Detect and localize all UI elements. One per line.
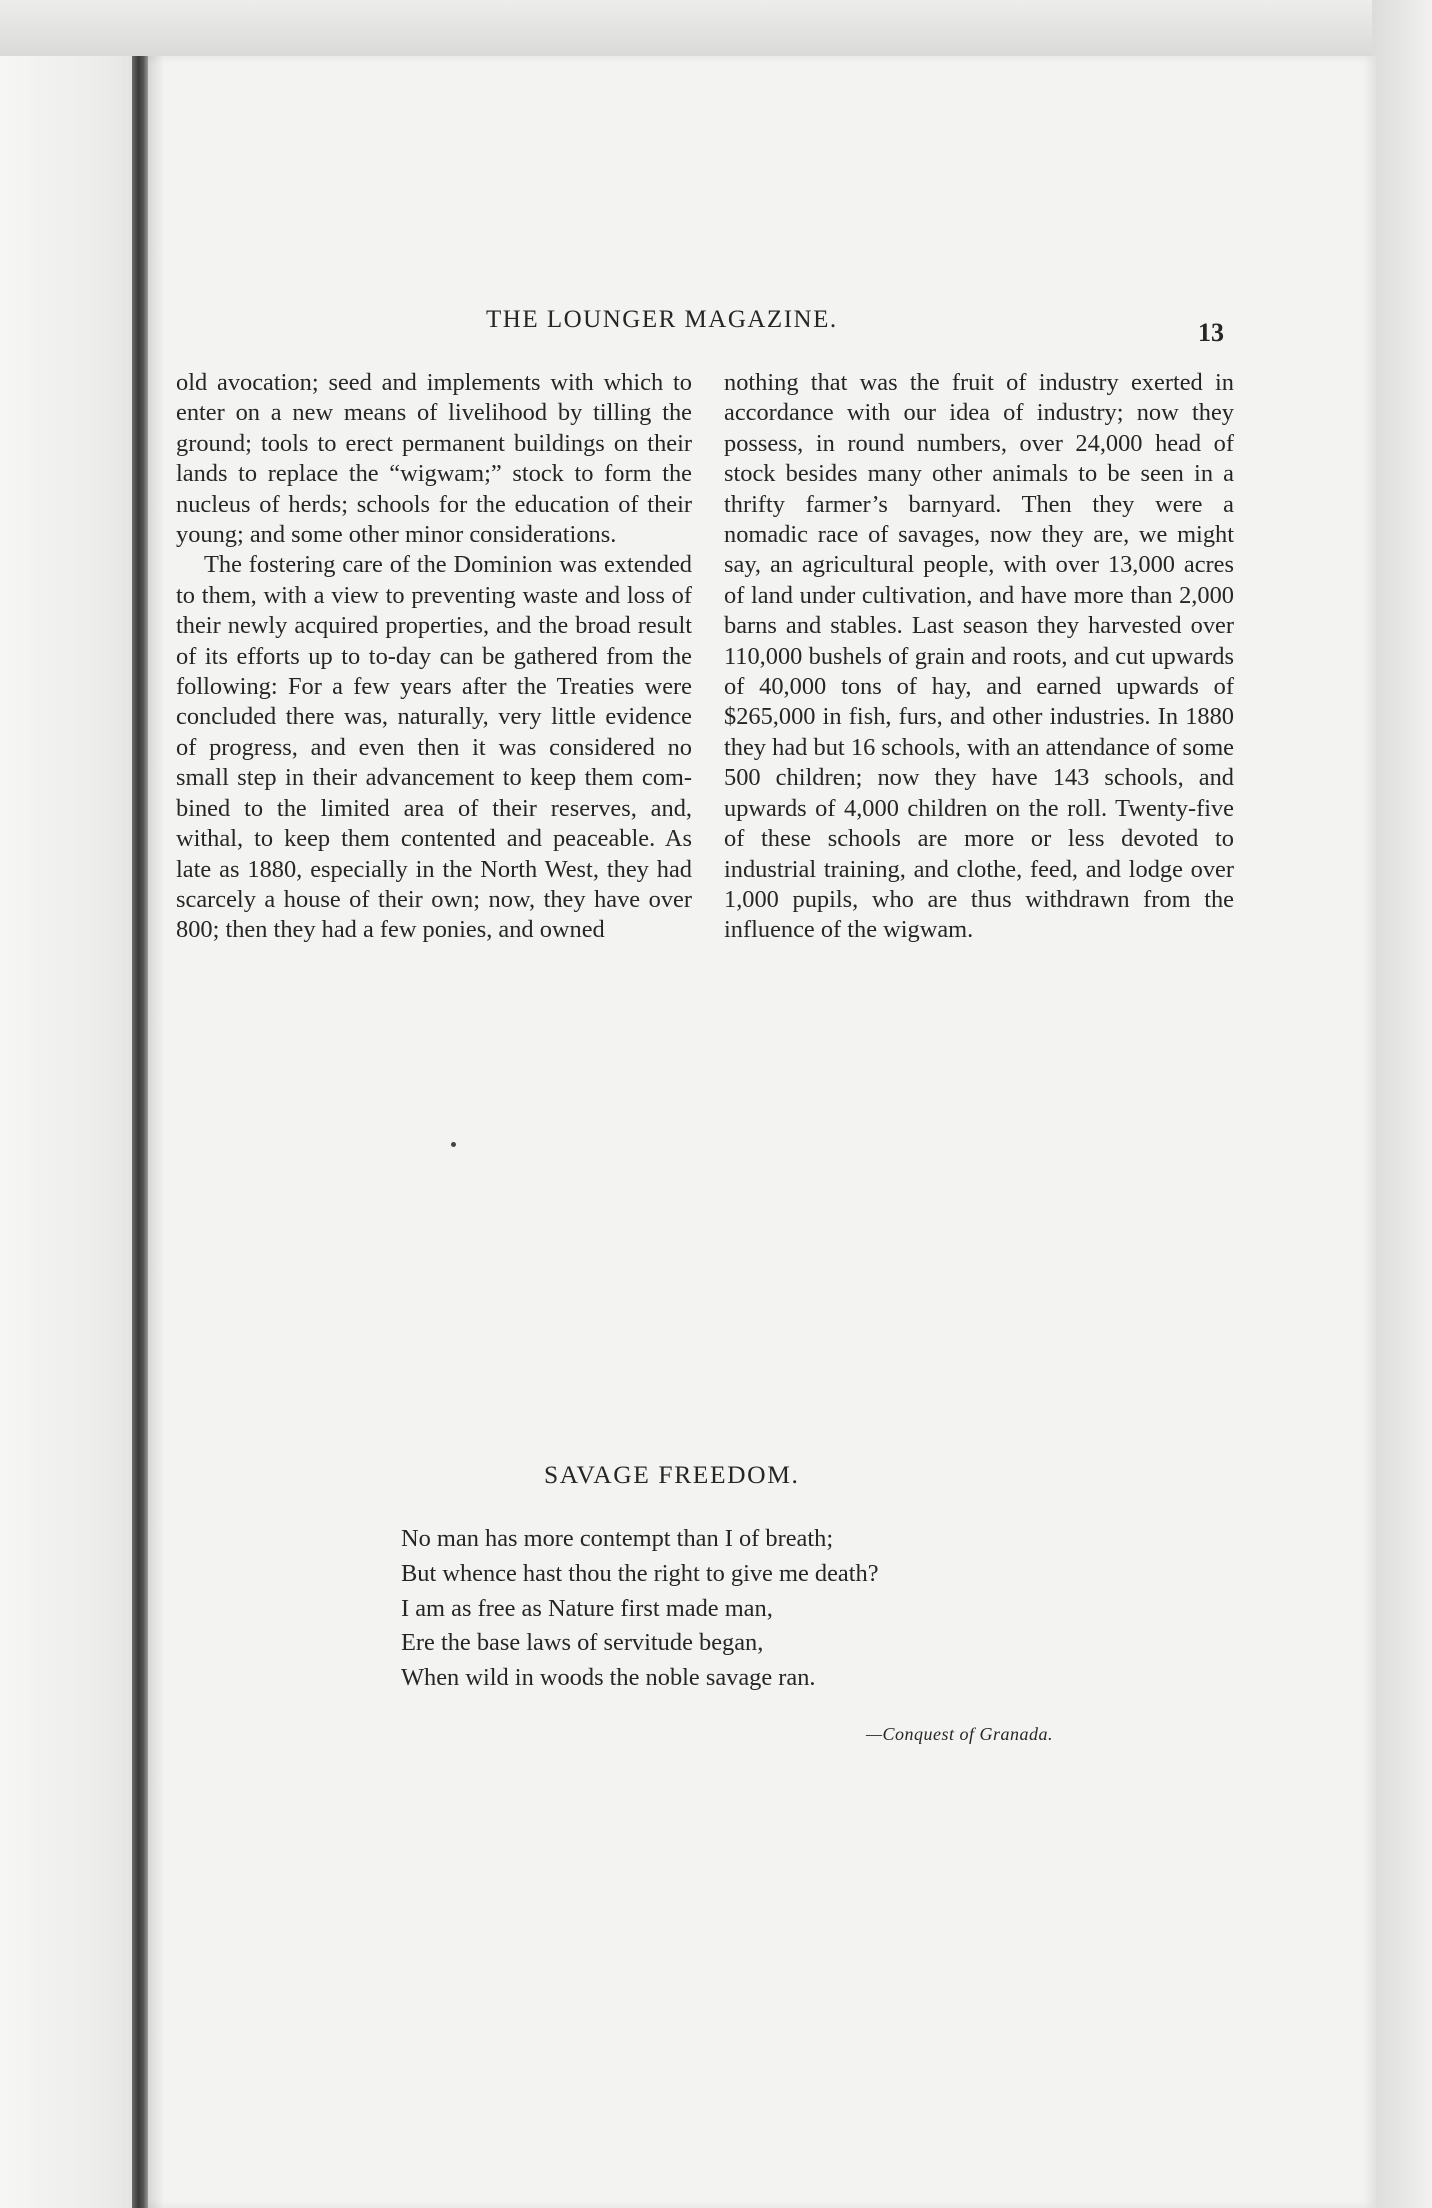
running-head: THE LOUNGER MAGAZINE.	[486, 306, 838, 333]
article-left-column	[176, 368, 692, 946]
page-number: 13	[1198, 318, 1224, 347]
binding-gutter	[132, 56, 148, 2208]
poem-line: When wild in woods the noble savage ran.	[401, 1664, 816, 1692]
poem-title: SAVAGE FREEDOM.	[544, 1460, 800, 1489]
poem-line: But whence hast thou the right to give me death?	[401, 1559, 879, 1587]
article-right-column	[724, 368, 1234, 946]
scan-border-right	[1372, 0, 1432, 2208]
facing-page-edge	[0, 56, 132, 2208]
article-paragraph: old avocation; seed and implements with which to enter on a new means of livelihood by tilling the ground; tools to erect permanent buildings on their lands to replace the “wigwam;” stock to form the nucleus of herds; schools for the education of their young; and some other minor considerations.	[176, 369, 692, 549]
poem-line: Ere the base laws of servitude began,	[401, 1629, 764, 1657]
ink-speck	[451, 1142, 456, 1147]
poem-line: I am as free as Nature first made man,	[401, 1594, 773, 1622]
poem-line: No man has more contempt than I of breath;	[401, 1525, 834, 1552]
poem-body	[401, 1522, 879, 1696]
article-paragraph: nothing that was the fruit of industry exerted in accordance with our idea of industry; now they possess, in round numbers, over 24,000 head of stock besides many other animals to be seen in a thrifty farmer’s barnyard. Then they were a nomadic race of savages, now they are, we might say, an agricultural people, with over 13,000 acres of land under cultivation, and have more than 2,000 barns and stables. Last season they harvested over 110,000 bushels of grain and roots, and cut upwards of 40,000 tons of hay, and earned upwards of $265,000 in fish, furs, and other industries. In 1880 they had but 16 schools, with an attendance of some 500 children; now they have 143 schools, and upwards of 4,000 children on the roll. Twenty-five of these schools are more or less devoted to industrial training, and clothe, feed, and lodge over 1,000 pupils, who are thus withdrawn from the influence of the wigwam.	[724, 369, 1234, 944]
scan-border-top	[0, 0, 1432, 58]
article-paragraph: The fostering care of the Dominion was extended to them, with a view to preventing waste and loss of their newly acquired properties, and the broad result of its efforts up to to-day can be gathered from the following: For a few years after the Treaties were concluded there was, naturally, very little evidence of progress, and even then it was considered no small step in their advancement to keep them combined to the limited area of their reserves, and, withal, to keep them contented and peaceable. As late as 1880, especially in the North West, they had scarcely a house of their own; now, they have over 800; then they had a few ponies, and owned	[176, 551, 692, 944]
gutter-shadow	[148, 56, 164, 2208]
poem-attribution: —Conquest of Granada.	[866, 1724, 1054, 1744]
